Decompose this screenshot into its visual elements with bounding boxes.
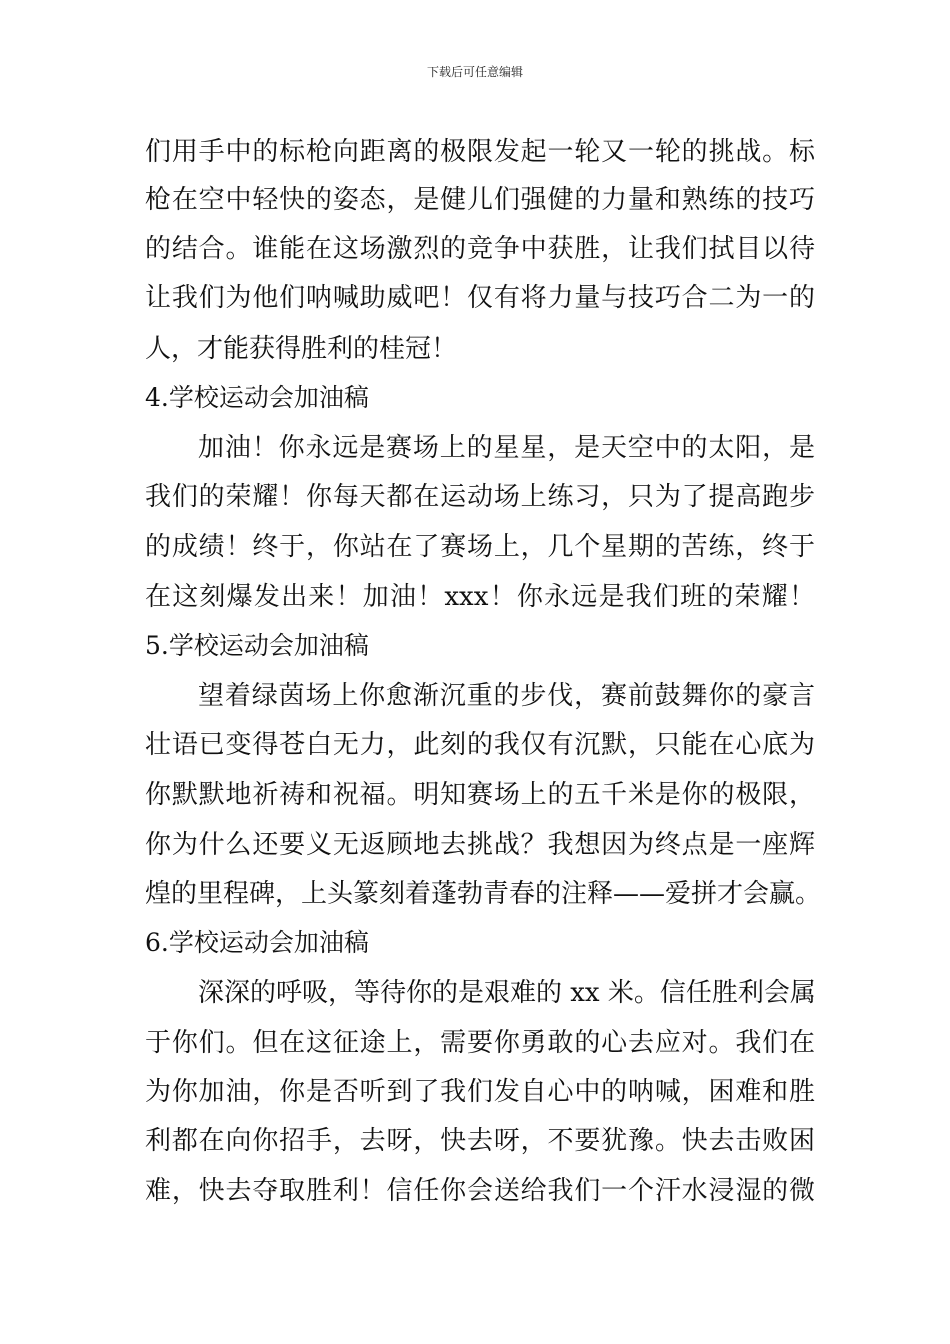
text-line: 的成绩！终于，你站在了赛场上，几个星期的苦练，终于 (145, 532, 815, 562)
text-line: 难，快去夺取胜利！信任你会送给我们一个汗水浸湿的微 (145, 1176, 815, 1206)
text-line: 你默默地祈祷和祝福。明知赛场上的五千米是你的极限， (145, 780, 815, 810)
text-line: 于你们。但在这征途上，需要你勇敢的心去应对。我们在 (145, 1028, 815, 1058)
text-line: 加油！你永远是赛场上的星星，是天空中的太阳，是 (198, 433, 815, 463)
text-line: 们用手中的标枪向距离的极限发起一轮又一轮的挑战。标 (145, 137, 815, 167)
text-line: 为你加油，你是否听到了我们发自心中的呐喊，困难和胜 (145, 1077, 815, 1107)
text-line: 利都在向你招手，去呀，快去呀，不要犹豫。快去击败困 (145, 1126, 815, 1156)
text-line: 壮语已变得苍白无力，此刻的我仅有沉默，只能在心底为 (145, 730, 815, 760)
text-line: 枪在空中轻快的姿态，是健儿们强健的力量和熟练的技巧 (145, 185, 815, 215)
section-heading: 5.学校运动会加油稿 (145, 631, 369, 660)
text-line: 人，才能获得胜利的桂冠！ (145, 334, 458, 364)
text-line: 煌的里程碑，上头篆刻着蓬勃青春的注释——爱拼才会赢。 (145, 879, 822, 909)
text-line: 你为什么还要义无返顾地去挑战？我想因为终点是一座辉 (145, 830, 815, 860)
section-heading: 6.学校运动会加油稿 (145, 928, 369, 957)
text-line: 我们的荣耀！你每天都在运动场上练习，只为了提高跑步 (145, 482, 815, 512)
text-line: 的结合。谁能在这场激烈的竞争中获胜，让我们拭目以待 (145, 234, 815, 264)
text-line: 让我们为他们呐喊助威吧！仅有将力量与技巧合二为一的 (145, 283, 815, 313)
section-heading: 4.学校运动会加油稿 (145, 383, 369, 412)
text-line: 望着绿茵场上你愈渐沉重的步伐，赛前鼓舞你的豪言 (198, 681, 815, 711)
text-line: 深深的呼吸，等待你的是艰难的 xx 米。信任胜利会属 (198, 978, 816, 1008)
page-header: 下载后可任意编辑 (426, 65, 523, 79)
text-line: 在这刻爆发出来！加油！xxx！你永远是我们班的荣耀！ (145, 582, 815, 612)
